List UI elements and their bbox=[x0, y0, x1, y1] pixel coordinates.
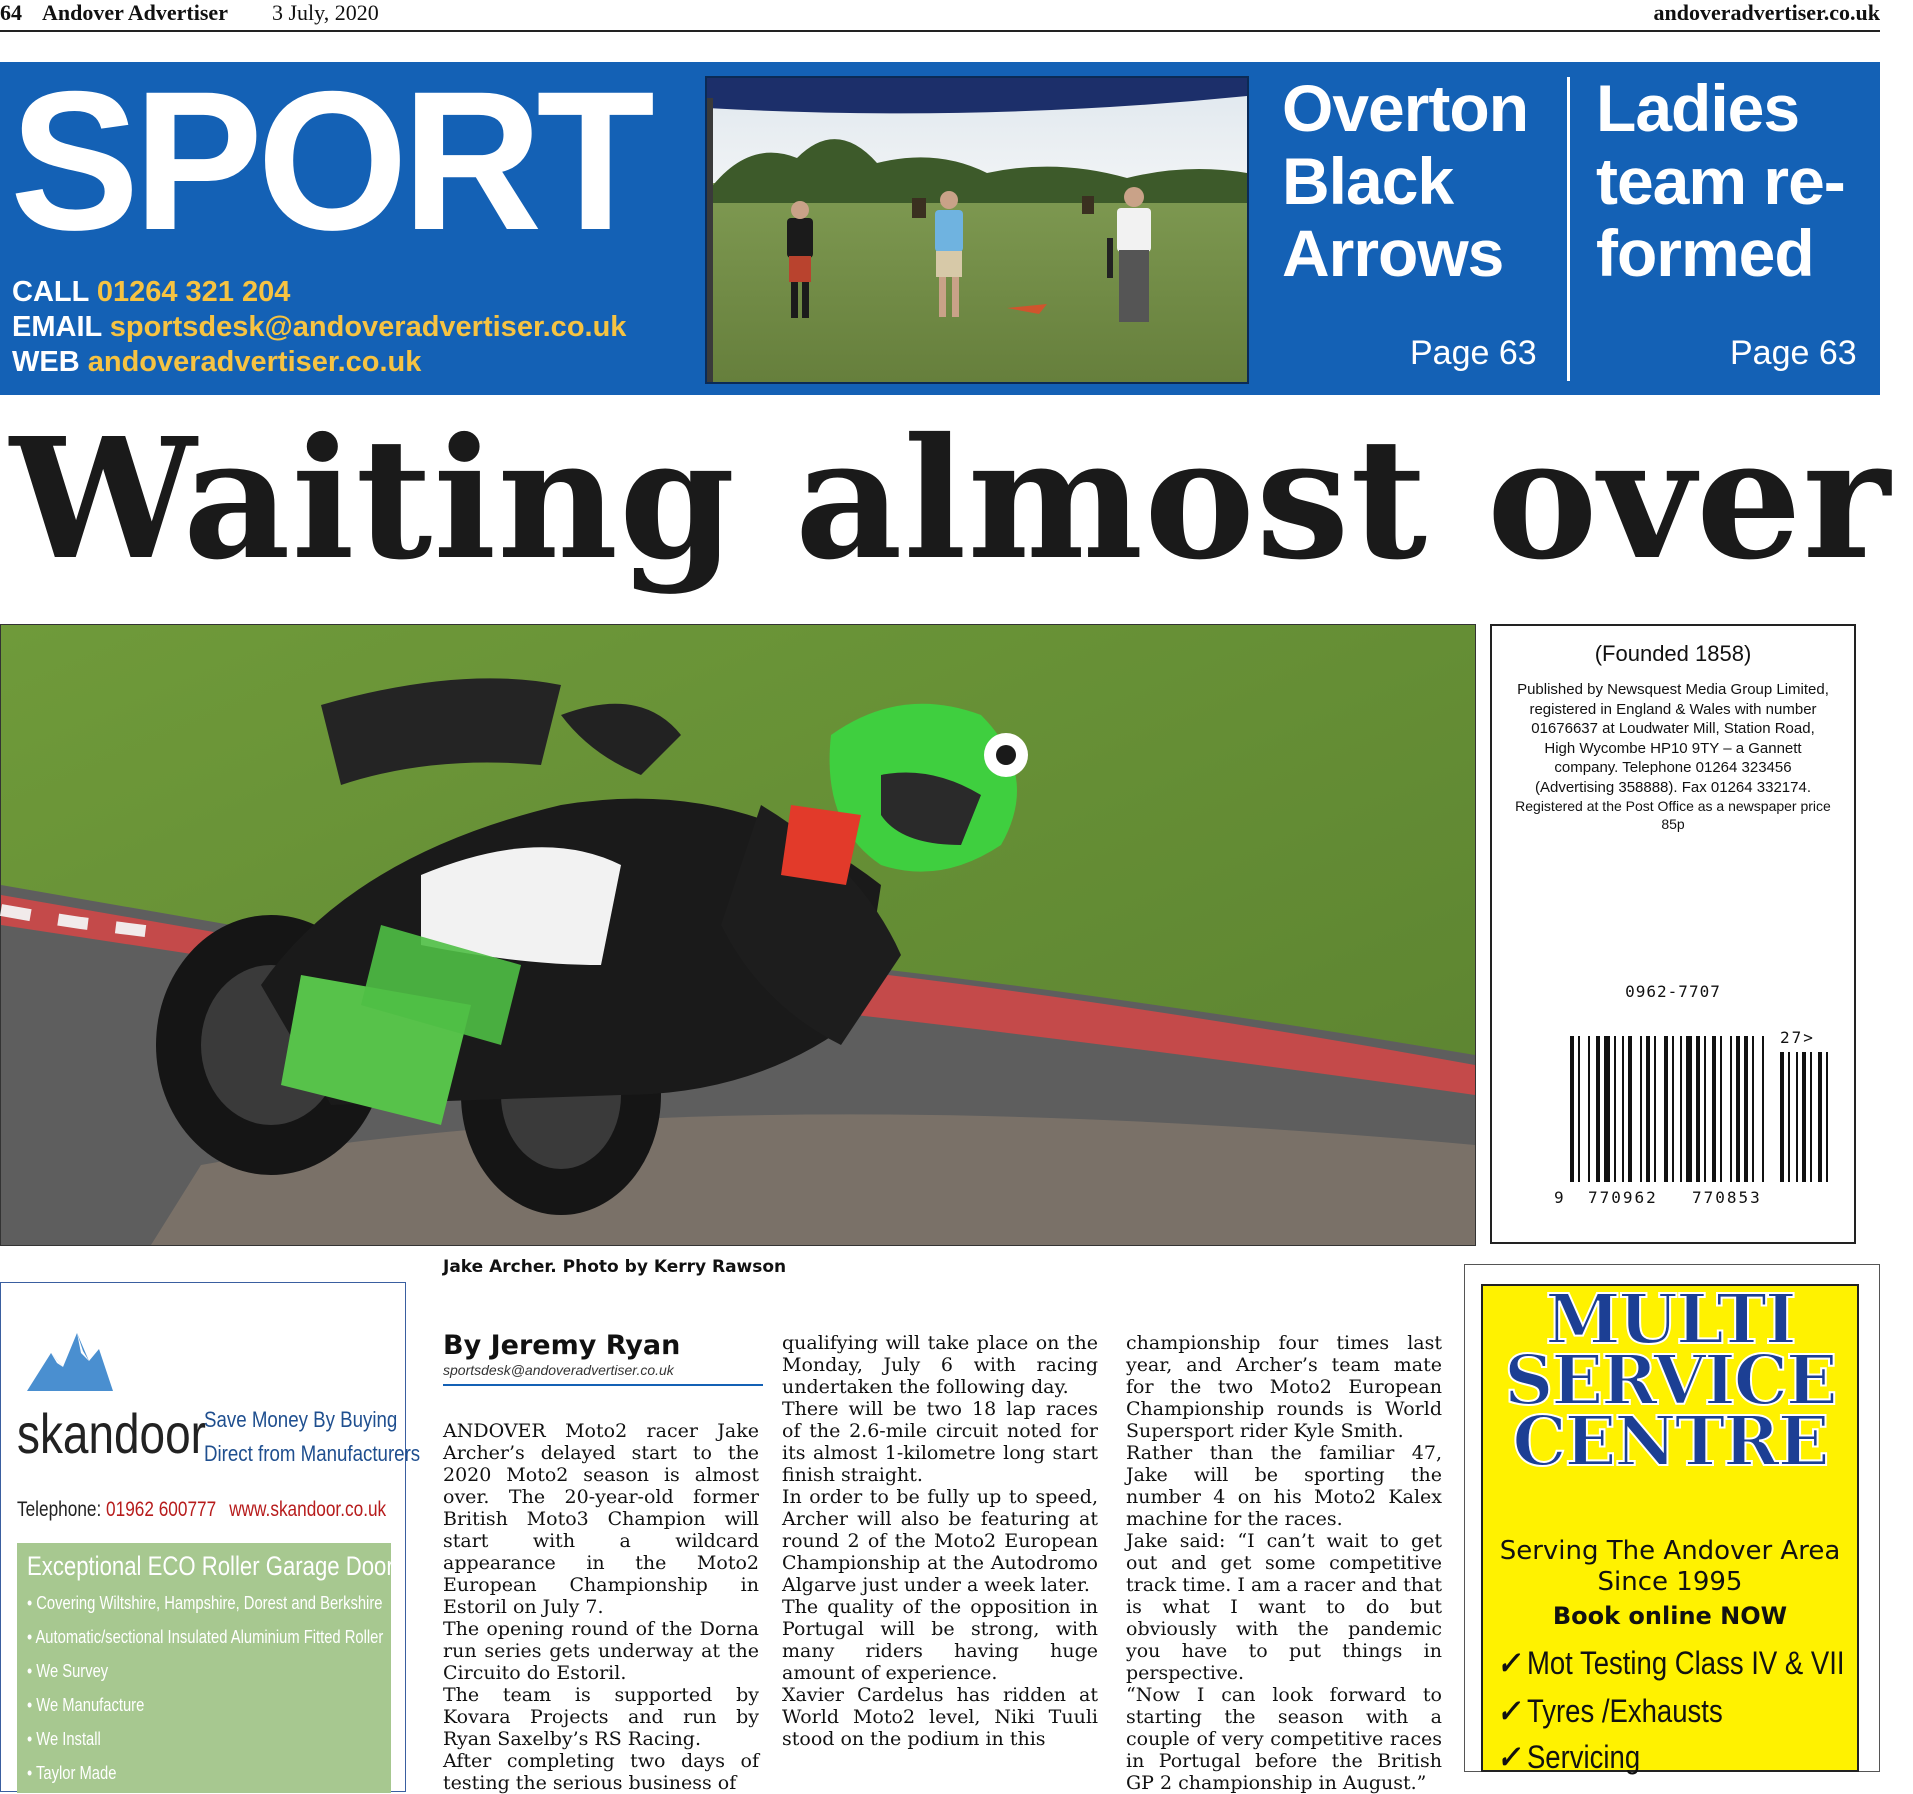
motorbike-photo-image bbox=[1, 625, 1475, 1245]
barcode-suffix: 27> bbox=[1780, 1028, 1815, 1047]
service-item-text: Mot Testing Class IV & VII bbox=[1526, 1645, 1845, 1681]
multiservice-title: MULTI SERVICE CENTRE bbox=[1504, 1280, 1836, 1483]
email-label: EMAIL bbox=[12, 311, 102, 343]
article-column-2: qualifying will take place on the Monday, July 6 with racing undertaken the following day. There will be two 18 lap races of the 2.6-mile circuit noted for its almost 1-kilometre long start finish straight. In order to be fully up to speed, Archer will also be featuring at round 2 of the Moto2 European Championship at the Autodromo Algarve just under a week later. The quality of the opposition in Portugal will be strong, with many riders having huge amount of experience. Xavier Cardelus has ridden at World Moto2 level, Niki Tuuli stood on the podium in this bbox=[782, 1332, 1098, 1750]
skandoor-item-text: Covering Wiltshire, Hampshire, Dorest and Berkshire bbox=[36, 1593, 383, 1613]
running-header bbox=[0, 0, 1880, 32]
paper-name: Andover Advertiser bbox=[42, 0, 228, 25]
skandoor-item: • We Manufacture bbox=[27, 1695, 145, 1715]
founded-line: (Founded 1858) bbox=[1594, 641, 1752, 666]
skandoor-tagline bbox=[204, 1403, 420, 1471]
headline: Waiting almost over bbox=[10, 402, 1892, 597]
teaser-page-1[interactable]: Page 63 bbox=[1410, 334, 1537, 372]
section-title: SPORT bbox=[10, 50, 650, 271]
teaser-page-2[interactable]: Page 63 bbox=[1730, 334, 1857, 372]
skandoor-contact bbox=[17, 1498, 386, 1522]
archery-photo-image bbox=[707, 78, 1247, 382]
skandoor-website[interactable]: www.skandoor.co.uk bbox=[229, 1498, 387, 1521]
skandoor-heading: Exceptional ECO Roller Garage Doors bbox=[27, 1551, 405, 1581]
issue-date: 3 July, 2020 bbox=[272, 0, 379, 25]
photo-caption: Jake Archer. Photo by Kerry Rawson bbox=[443, 1257, 787, 1277]
multiservice-advert[interactable] bbox=[1481, 1280, 1859, 1775]
page-number: 64 bbox=[0, 0, 22, 25]
check-icon: ✓ bbox=[1497, 1645, 1521, 1681]
website-link[interactable]: andoveradvertiser.co.uk bbox=[1653, 0, 1880, 25]
skandoor-item: • Covering Wiltshire, Hampshire, Dorest and Berkshire bbox=[27, 1593, 383, 1613]
skandoor-item-text: We Install bbox=[36, 1729, 101, 1749]
registered-line: Registered at the Post Office as a newspaper price 85p bbox=[1515, 798, 1831, 833]
email-value[interactable]: sportsdesk@andoveradvertiser.co.uk bbox=[109, 311, 627, 343]
teaser-title-2[interactable]: Ladies team re- formed bbox=[1596, 71, 1845, 291]
tagline-line-1: Save Money By Buying bbox=[204, 1407, 398, 1432]
skandoor-item-text: We Survey bbox=[36, 1661, 109, 1681]
service-item-text: Servicing bbox=[1526, 1739, 1641, 1775]
issn-number: 0962-7707 bbox=[1625, 982, 1721, 1001]
skandoor-feature-box bbox=[17, 1543, 405, 1793]
skandoor-item-text: Taylor Made bbox=[36, 1763, 117, 1783]
publisher-infobox bbox=[1490, 624, 1856, 1244]
call-value[interactable]: 01264 321 204 bbox=[96, 276, 291, 308]
byline-email[interactable]: sportsdesk@andoveradvertiser.co.uk bbox=[443, 1362, 674, 1378]
barcode-group-2: 770853 bbox=[1692, 1188, 1762, 1207]
teaser-title-1[interactable]: Overton Black Arrows bbox=[1282, 71, 1529, 291]
web-value[interactable]: andoveradvertiser.co.uk bbox=[87, 346, 422, 378]
service-item bbox=[1497, 1644, 1845, 1682]
skandoor-item: • We Survey bbox=[27, 1661, 109, 1681]
web-label: WEB bbox=[12, 346, 80, 378]
skandoor-item: • Taylor Made bbox=[27, 1763, 117, 1783]
sport-banner bbox=[0, 50, 1880, 395]
skandoor-logo-text: skandoor bbox=[17, 1402, 206, 1465]
publisher-details: Published by Newsquest Media Group Limited, registered in England & Wales with number 01676637 at Loudwater Mill, Station Road, High Wycombe HP10 9TY – a Gannett company. Telephone 01264 323456 (Advertising 358888). Fax 01264 332174. bbox=[1517, 681, 1829, 796]
main-photo bbox=[0, 624, 1476, 1246]
publisher-text bbox=[1514, 680, 1832, 833]
service-item bbox=[1497, 1738, 1640, 1776]
skandoor-item: • Automatic/sectional Insulated Aluminium Fitted Roller bbox=[27, 1627, 384, 1647]
telephone-number[interactable]: 01962 600777 bbox=[106, 1498, 217, 1521]
mountain-logo-icon bbox=[25, 1325, 115, 1395]
multiservice-serving: Serving The Andover Area Since 1995 bbox=[1499, 1536, 1841, 1598]
article-column-3: championship four times last year, and Archer’s team mate for the two Moto2 European Championship rounds is World Supersport rider Kyle Smith. Rather than the familiar 47, Jake will be sporting the number 4 on his Moto2 Kalex machine for the races. Jake said: “I can’t wait to get out and get some competitive track time. I am a racer and that is what I want to do but obviously with the pandemic you have to put things in perspective. “Now I can look forward to starting the season with a couple of very competitive races in Portugal before the British GP 2 championship in August.” bbox=[1126, 1332, 1442, 1794]
skandoor-item-text: Automatic/sectional Insulated Aluminium Fitted Roller bbox=[35, 1627, 384, 1647]
article-byline: By Jeremy Ryan bbox=[443, 1330, 681, 1361]
book-online-text[interactable]: Book online NOW bbox=[1552, 1602, 1788, 1630]
tagline-line-2: Direct from Manufacturers bbox=[204, 1441, 421, 1467]
byline-rule bbox=[443, 1384, 763, 1386]
contact-email bbox=[12, 313, 626, 342]
barcode-icon bbox=[1566, 1022, 1826, 1198]
contact-call bbox=[12, 278, 290, 307]
skandoor-item-text: We Manufacture bbox=[36, 1695, 145, 1715]
contact-web bbox=[12, 348, 421, 377]
skandoor-advert[interactable] bbox=[0, 1282, 421, 1792]
article-column-1: ANDOVER Moto2 racer Jake Archer’s delayed start to the 2020 Moto2 season is almost over. The 20-year-old former British Moto3 Champion will start with a wildcard appearance in the Moto2 European Championship in Estoril on July 7. The opening round of the Dorna run series gets underway at the Circuito do Estoril. The team is supported by Kovara Projects and run by Ryan Saxelby’s RS Racing. After completing two days of testing the serious business of bbox=[443, 1420, 759, 1794]
skandoor-item: • We Install bbox=[27, 1729, 101, 1749]
check-icon: ✓ bbox=[1497, 1739, 1521, 1775]
teaser-divider bbox=[1567, 77, 1570, 381]
barcode-digit: 9 bbox=[1554, 1188, 1566, 1207]
service-item-text: Tyres /Exhausts bbox=[1526, 1693, 1723, 1729]
telephone-label: Telephone: bbox=[17, 1498, 102, 1521]
check-icon: ✓ bbox=[1497, 1693, 1521, 1729]
service-item bbox=[1497, 1692, 1723, 1730]
barcode-group-1: 770962 bbox=[1588, 1188, 1658, 1207]
barcode bbox=[1566, 1022, 1826, 1202]
call-label: CALL bbox=[12, 276, 89, 308]
archery-photo bbox=[705, 76, 1249, 384]
